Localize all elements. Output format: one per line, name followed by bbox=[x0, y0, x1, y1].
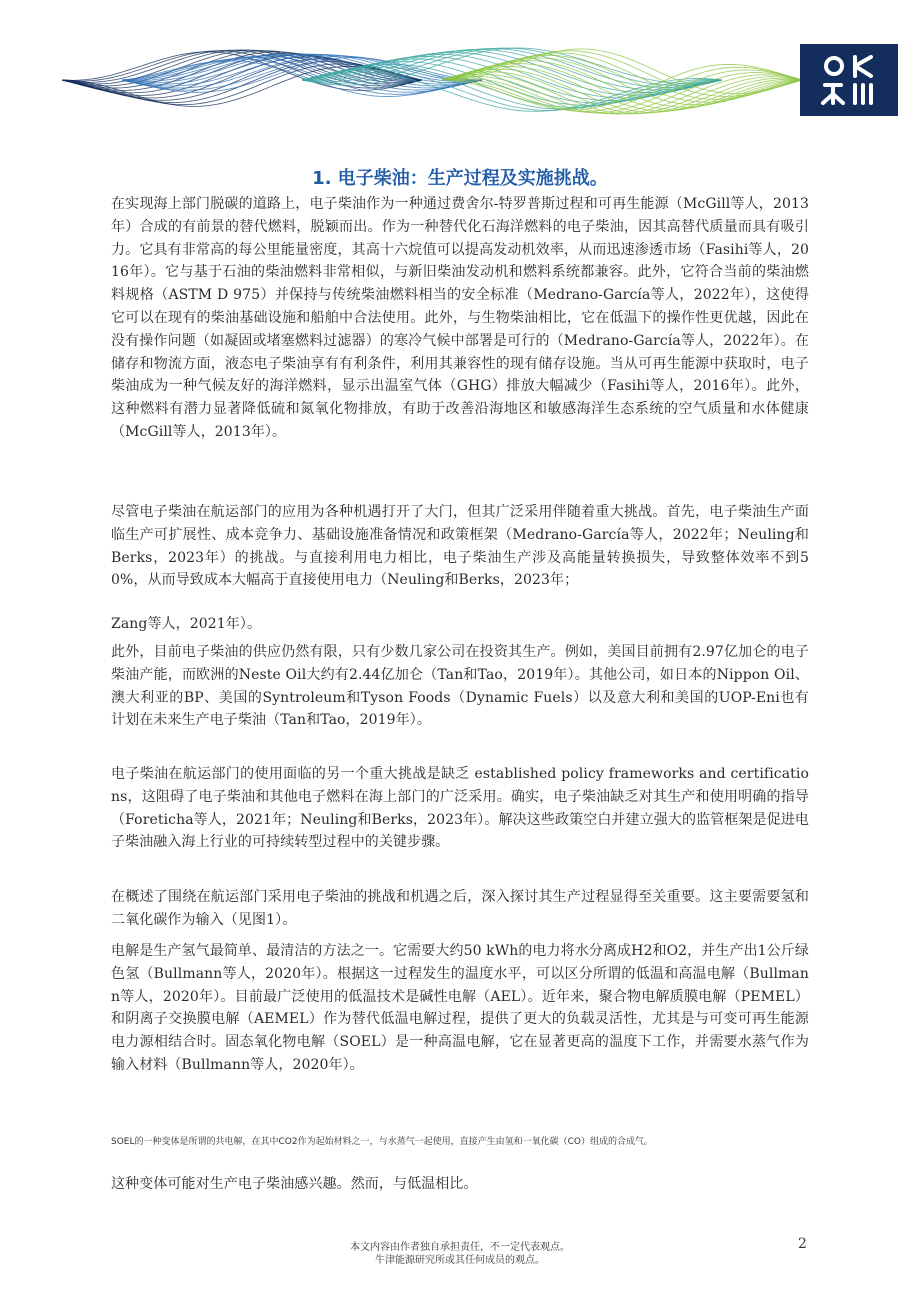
header-banner bbox=[62, 44, 898, 116]
wave-pattern-icon bbox=[62, 44, 802, 116]
paragraph: 在实现海上部门脱碳的道路上，电子柴油作为一种通过费舍尔-特罗普斯过程和可再生能源（McGill等人，2013年）合成的有前景的替代燃料，脱颖而出。作为一种替代化石海洋燃料的电子柴油，因其高替代质量而具有吸引力。它具有非常高的每公里能量密度，其高十六烷值可以提高发动机效率，从而迅速渗透市场（Fasihi等人，2016年）。它与基于石油的柴油燃料非常相似，与新旧柴油发动机和燃料系统都兼容。此外，它符合当前的柴油燃料规格（ASTM D 975）并保持与传统柴油燃料相当的安全标准（Medrano-García等人，2022年），这使得它可以在现有的柴油基础设施和船舶中合法使用。此外，与生物柴油相比，它在低温下的操作性更优越，因此在没有操作问题（如凝固或堵塞燃料过滤器）的寒冷气候中部署是可行的（Medrano-García等人，2022年）。在储存和物流方面，液态电子柴油享有有利条件，利用其兼容性的现有储存设施。当从可再生能源中获取时，电子柴油成为一种气候友好的海洋燃料，显示出温室气体（GHG）排放大幅减少（Fasihi等人，2016年）。此外，这种燃料有潜力显著降低硫和氮氧化物排放，有助于改善沿海地区和敏感海洋生态系统的空气质量和水体健康（McGill等人，2013年）。 bbox=[111, 196, 809, 440]
institute-logo bbox=[800, 44, 898, 116]
oies-logo-icon bbox=[819, 52, 879, 108]
footnote: SOEL的一种变体是所谓的共电解，在其中CO2作为起始材料之一，与水蒸气一起使用，直接产生由氢和一氧化碳（CO）组成的合成气。 bbox=[111, 1137, 653, 1147]
paragraph: 此外，目前电子柴油的供应仍然有限，只有少数几家公司在投资其生产。例如，美国目前拥有2.97亿加仑的电子柴油产能，而欧洲的Neste Oil大约有2.44亿加仑（Tan和Tao，2019年）。其他公司，如日本的Nippon Oil、澳大利亚的BP、美国的Syntroleum和Tyson Foods（Dynamic Fuels）以及意大利和美国的UOP-Eni也有计划在未来生产电子柴油（Tan和Tao，2019年）。 bbox=[111, 644, 809, 729]
paragraph: 电解是生产氢气最简单、最清洁的方法之一。它需要大约50 kWh的电力将水分离成H2和O2，并生产出1公斤绿色氢（Bullmann等人，2020年）。根据这一过程发生的温度水平，可以区分所谓的低温和高温电解（Bullmann等人，2020年）。目前最广泛使用的低温技术是碱性电解（AEL）。近年来，聚合物电解质膜电解（PEMEL）和阴离子交换膜电解（AEMEL）作为替代低温电解过程，提供了更大的负载灵活性，尤其是与可变可再生能源电力源相结合时。固态氧化物电解（SOEL）是一种高温电解，它在显著更高的温度下工作，并需要水蒸气作为输入材料（Bullmann等人，2020年）。 bbox=[111, 943, 809, 1073]
paragraph: 在概述了围绕在航运部门采用电子柴油的挑战和机遇之后，深入探讨其生产过程显得至关重要。这主要需要氢和二氧化碳作为输入（见图1）。 bbox=[111, 889, 809, 928]
paragraph: 这种变体可能对生产电子柴油感兴趣。然而，与低温相比。 bbox=[111, 1176, 478, 1192]
footer-disclaimer-line2: 牛津能源研究所或其任何成员的观点。 bbox=[375, 1255, 545, 1266]
paragraph: 尽管电子柴油在航运部门的应用为各种机遇打开了大门，但其广泛采用伴随着重大挑战。首先，电子柴油生产面临生产可扩展性、成本竞争力、基础设施准备情况和政策框架（Medrano-García等人，2022年；Neuling和Berks，2023年）的挑战。与直接利用电力相比，电子柴油生产涉及高能量转换损失，导致整体效率不到50%，从而导致成本大幅高于直接使用电力（Neuling和Berks，2023年； bbox=[111, 504, 809, 589]
footer-disclaimer-line1: 本文内容由作者独自承担责任，不一定代表观点。 bbox=[350, 1242, 570, 1253]
paragraph: Zang等人，2021年）。 bbox=[111, 616, 262, 632]
section-title: 1. 电子柴油：生产过程及实施挑战。 bbox=[312, 168, 608, 189]
page-number: 2 bbox=[798, 1236, 807, 1252]
paragraph: 电子柴油在航运部门的使用面临的另一个重大挑战是缺乏 established policy frameworks and certifications，这阻碍了电子柴油和其他电子燃料在海上部门的广泛采用。确实，电子柴油缺乏对其生产和使用明确的指导（Foreticha等人，2021年；Neuling和Berks，2023年）。解决这些政策空白并建立强大的监管框架是促进电子柴油融入海上行业的可持续转型过程中的关键步骤。 bbox=[111, 766, 809, 851]
